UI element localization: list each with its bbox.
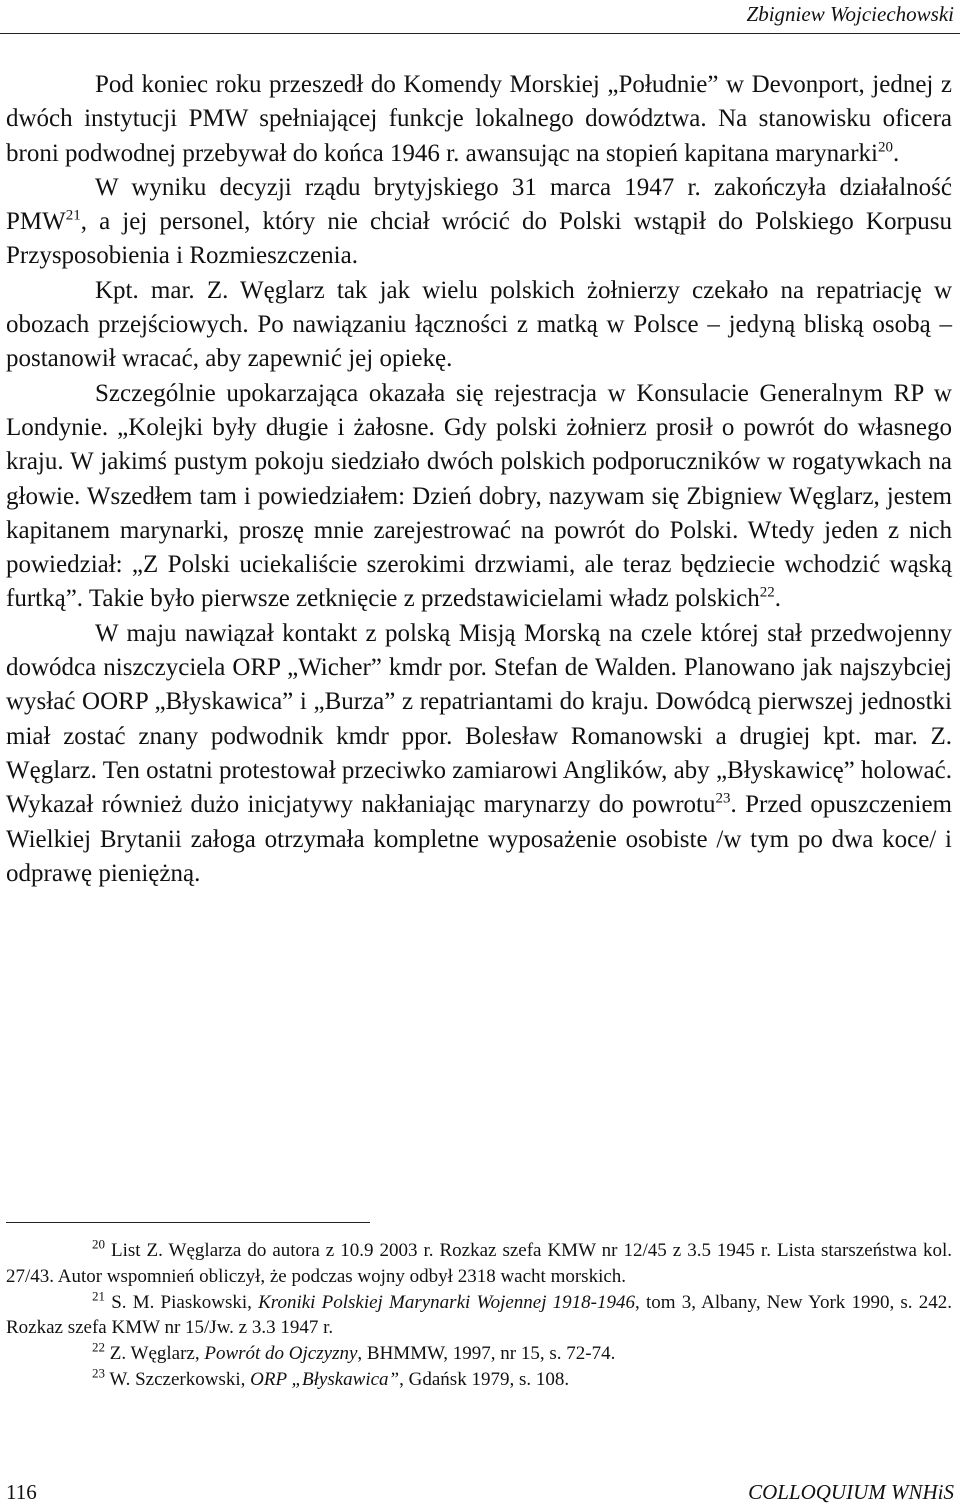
footnote-text: , tom 3, Albany, New York 1990, s. 242. Rozkaz szefa KMW nr 15/Jw. z 3.3 1947 r. <box>6 1291 953 1339</box>
paragraph-text: . <box>774 585 781 613</box>
paragraph-text: W maju nawiązał kontakt z polską Misją Morską na czele której stał przedwojenny dowódca niszczyciela ORP „Wicher” kmdr por. Stefan de Walden. Planowano jak najszybciej wysłać OORP „Błyskawica” i „Burza” z repatriantami do kraju. Dowódcą pierwszej jednostki miał zostać znany podwodnik kmdr ppor. Bolesław Romanowski a drugiej kpt. mar. Z. Węglarz. Ten ostatni protestował przeciwko zamiarowi Anglików, aby „Błyskawicę” holować. Wykazał również dużo inicjatywy nakłaniając marynarzy do powrotu <box>6 619 952 819</box>
paragraph <box>6 171 952 274</box>
footnotes <box>6 1238 952 1393</box>
footnote-separator <box>6 1222 370 1223</box>
footnote-ref[interactable]: 22 <box>759 585 775 602</box>
header-rule <box>0 33 960 34</box>
footnote-title: Powrót do Ojczyzny <box>204 1343 358 1365</box>
footnote-text: S. M. Piaskowski, <box>105 1291 259 1313</box>
footnote-text: , BHMMW, 1997, nr 15, s. 72-74. <box>357 1343 616 1365</box>
footnote-number: 21 <box>92 1288 105 1304</box>
page-number: 116 <box>6 1480 37 1504</box>
paragraph-text: Szczególnie upokarzająca okazała się rejestracja w Konsulacie Generalnym RP w Londynie. „Kolejki były długie i żałosne. Gdy polski żołnierz prosił o powrót do własnego kraju. W jakimś pustym pokoju siedziało dwóch polskich podporuczników w rogatywkach na głowie. Wszedłem tam i powiedziałem: Dzień dobry, nazywam się Zbigniew Węglarz, jestem kapitanem marynarki, proszę mnie zarejestrować na powrót do Polski. Wtedy jeden z nich powiedział: „Z Polski uciekaliście szerokimi drzwiami, ale teraz będziecie wchodzić wąską furtką”. Takie było pierwsze zetknięcie z przedstawicielami władz polskich <box>6 379 952 613</box>
footnote-text: , Gdańsk 1979, s. 108. <box>399 1368 570 1390</box>
paragraph <box>6 68 952 171</box>
paragraph-text: . Przed opuszczeniem Wielkiej Brytanii załoga otrzymała kompletne wyposażenie osobiste /w tym po dwa koce/ i odprawę pieniężną. <box>6 791 952 887</box>
paragraph-text: , a jej personel, który nie chciał wrócić do Polski wstąpił do Polskiego Korpusu Przysposobienia i Rozmieszczenia. <box>6 208 952 270</box>
paragraph <box>6 617 952 891</box>
paragraph-text: Pod koniec roku przeszedł do Komendy Morskiej „Południe” w Devonport, jednej z dwóch instytucji PMW spełniającej funkcje lokalnego dowództwa. Na stanowisku oficera broni podwodnej przebywał do końca 1946 r. awansując na stopień kapitana marynarki <box>6 71 952 167</box>
footnote-title: ORP „Błyskawica” <box>250 1368 400 1390</box>
footnote-number: 22 <box>92 1339 105 1355</box>
footnote <box>6 1341 952 1367</box>
footnote-text: Z. Węglarz, <box>105 1343 205 1365</box>
paragraph <box>6 377 952 617</box>
footnote-ref[interactable]: 20 <box>877 139 893 156</box>
footnote <box>6 1367 952 1393</box>
footnote-ref[interactable]: 21 <box>65 207 81 224</box>
footnote-number: 20 <box>92 1236 105 1252</box>
footnote-text: W. Szczerkowski, <box>105 1368 251 1390</box>
paragraph-text: W wyniku decyzji rządu brytyjskiego 31 marca 1947 r. zakończyła działalność PMW <box>6 173 952 236</box>
footnote-title: Kroniki Polskiej Marynarki Wojennej 1918-1946 <box>258 1291 636 1313</box>
paragraph-text: . <box>892 139 900 167</box>
footnote <box>6 1290 952 1342</box>
main-text <box>6 68 952 891</box>
paragraph <box>6 274 952 377</box>
footnote-number: 23 <box>92 1365 105 1381</box>
running-head-author: Zbigniew Wojciechowski <box>746 2 954 26</box>
paragraph-text: Kpt. mar. Z. Węglarz tak jak wielu polskich żołnierzy czekało na repatriację w obozach przejściowych. Po nawiązaniu łączności z matką w Polsce – jedyną bliską osobą – postanowił wracać, aby zapewnić jej opiekę. <box>6 276 952 373</box>
footnote <box>6 1238 952 1290</box>
journal-name: COLLOQUIUM WNHiS <box>748 1480 954 1504</box>
footnote-text: List Z. Węglarza do autora z 10.9 2003 r. Rozkaz szefa KMW nr 12/45 z 3.5 1945 r. Lista starszeństwa kol. 27/43. Autor wspomnień obliczył, że podczas wojny odbył 2318 wacht morskich. <box>6 1240 952 1287</box>
footnote-ref[interactable]: 23 <box>715 790 731 807</box>
